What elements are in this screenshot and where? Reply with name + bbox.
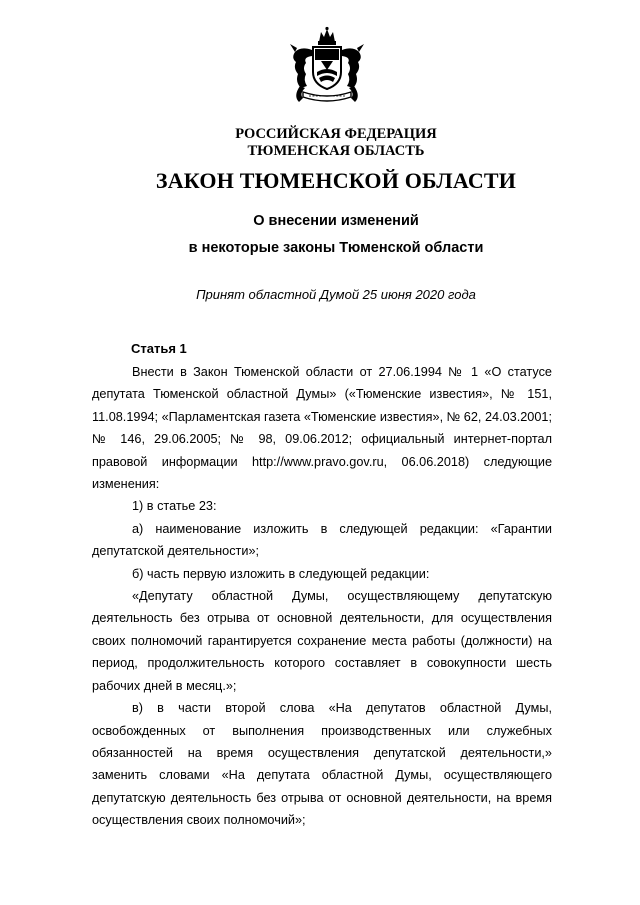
article-heading: Статья 1 [131,341,187,356]
tyumen-coat-of-arms-icon [285,26,369,112]
header-region: ТЮМЕНСКАЯ ОБЛАСТЬ [247,143,425,159]
paragraph-item-1: 1) в статье 23: [132,499,217,514]
paragraph-item-b: б) часть первую изложить в следующей редакции: [132,566,430,581]
law-title-line-2: в некоторые законы Тюменской области [188,240,484,256]
paragraph-item-v: в) в части второй слова «На депутатов областной Думы, освобожденных от выполнения производственных или служебных обязанностей на время осуществления депутатской деятельности,» заменить словами «На депутата областной Думы, осуществляющего депутатскую деятельность без отрыва от основной деятельности, на время осуществления своих полномочий»; [92,701,552,828]
header-federation: РОССИЙСКАЯ ФЕДЕРАЦИЯ [235,126,437,142]
paragraph-item-a: а) наименование изложить в следующей редакции: «Гарантии депутатской деятельности»; [92,521,552,559]
article-body [92,361,552,832]
paragraph-quote: «Депутату областной Думы, осуществляющему депутатскую деятельность без отрыва от основной деятельности, для осуществления своих полномочий гарантируется сохранение места работы (должности) на период, продолжительность которого составляет в совокупности шесть рабочих дней в месяц.»; [92,589,552,693]
adoption-date: Принят областной Думой 25 июня 2020 года [196,287,476,302]
paragraph-intro: Внести в Закон Тюменской области от 27.06.1994 № 1 «О статусе депутата Тюменской областной Думы» («Тюменские известия», № 151, 11.08.1994; «Парламентская газета «Тюменские известия», № 62, 24.03.2001; № 146, 29.06.2005; № 98, 09.06.2012; официальный интернет-портал правовой информации http://www.pravo.gov.ru, 06.06.2018) следующие изменения: [92,365,552,492]
law-type-heading: ЗАКОН ТЮМЕНСКОЙ ОБЛАСТИ [155,168,517,193]
law-title-line-1: О внесении изменений [253,213,419,229]
